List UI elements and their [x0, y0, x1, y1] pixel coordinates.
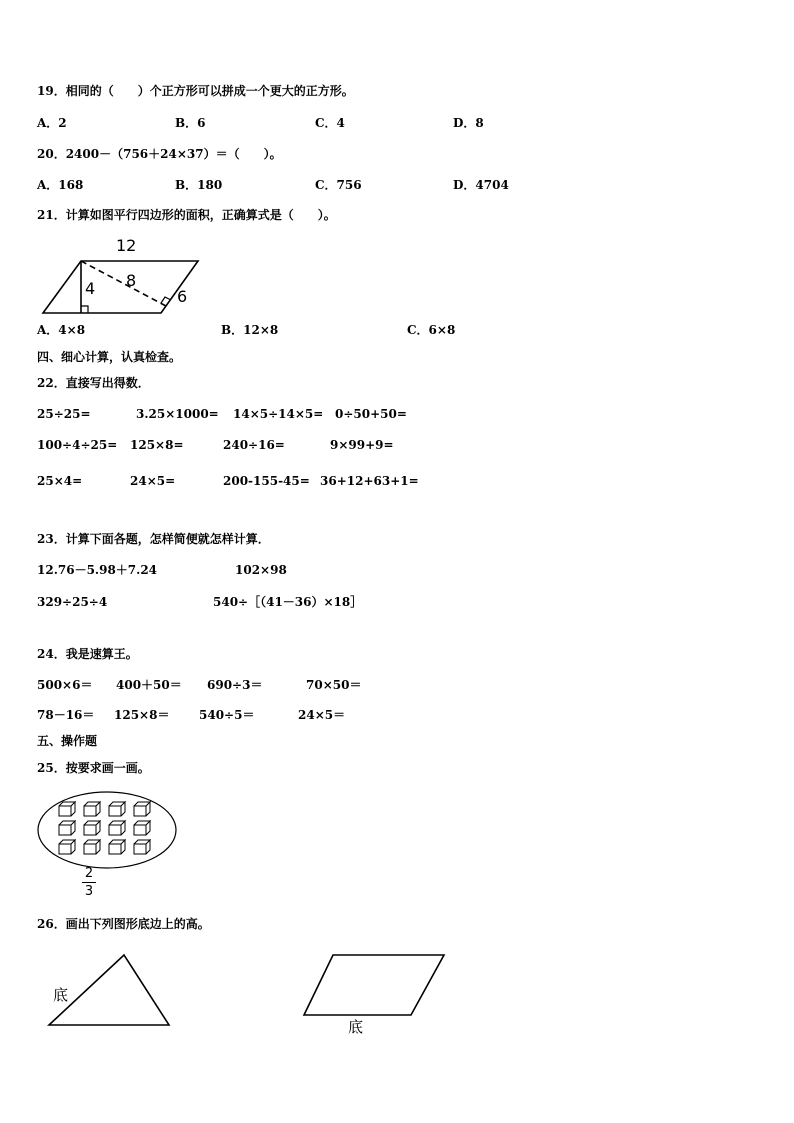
q24-item: 125×8＝ [114, 708, 170, 722]
q24-stem: 24．我是速算王。 [37, 647, 138, 661]
q22-item: 14×5÷14×5= [233, 407, 324, 421]
q22-item: 36+12+63+1= [320, 474, 419, 488]
q22-item: 25×4= [37, 474, 83, 488]
right-angle-mark [81, 306, 88, 313]
triangle-base-label: 底 [53, 986, 69, 1004]
cube-icon [134, 840, 150, 854]
q19-option-d: D．8 [453, 116, 484, 130]
cube-icon [84, 802, 100, 816]
q24-item: 540÷5＝ [199, 708, 255, 722]
parallelogram-base-label: 底 [348, 1018, 364, 1036]
q20-option-a: A．168 [37, 178, 84, 192]
cube-icon [134, 802, 150, 816]
cube-icon [134, 821, 150, 835]
fraction-bar [82, 882, 96, 883]
label-diagonal: 8 [126, 271, 137, 290]
q23-item: 12.76－5.98＋7.24 [37, 563, 158, 577]
q19-option-b: B．6 [175, 116, 206, 130]
q21-option-a: A．4×8 [37, 323, 86, 337]
cube-icon [109, 840, 125, 854]
cube-icon [109, 802, 125, 816]
q20-option-c: C．756 [315, 178, 362, 192]
q19-option-c: C．4 [315, 116, 345, 130]
parallelogram-area-figure [40, 234, 210, 314]
parallelogram-shape [43, 261, 198, 313]
label-height: 4 [85, 279, 96, 298]
cube-icon [109, 821, 125, 835]
q22-item: 3.25×1000= [136, 407, 219, 421]
q23-item: 102×98 [235, 563, 287, 577]
q24-item: 78－16＝ [37, 708, 95, 722]
q22-item: 240÷16= [223, 438, 285, 452]
q25-stem: 25．按要求画一画。 [37, 761, 150, 775]
q21-option-c: C．6×8 [407, 323, 456, 337]
q19-stem: 19．相同的（ ）个正方形可以拼成一个更大的正方形。 [37, 84, 354, 98]
q24-item: 24×5＝ [298, 708, 346, 722]
section5-title: 五、操作题 [37, 734, 98, 748]
q22-item: 9×99+9= [330, 438, 394, 452]
q20-option-b: B．180 [175, 178, 223, 192]
q22-item: 0÷50+50= [335, 407, 407, 421]
label-top: 12 [116, 236, 137, 255]
q21-stem: 21．计算如图平行四边形的面积，正确算式是（ ）。 [37, 208, 336, 222]
fraction-two-thirds [82, 866, 96, 899]
cube-icon [59, 802, 75, 816]
cubes-ellipse-figure [37, 790, 179, 870]
parallelogram-shape [304, 955, 444, 1015]
fraction-denominator: 3 [84, 884, 94, 899]
q22-item: 125×8= [130, 438, 184, 452]
q22-stem: 22．直接写出得数． [37, 376, 150, 390]
fraction-numerator: 2 [84, 866, 94, 881]
cube-icon [84, 821, 100, 835]
q23-item: 540÷［（41－36）×18］ [213, 595, 363, 609]
q24-item: 70×50＝ [306, 678, 362, 692]
cube-icon [84, 840, 100, 854]
q22-item: 100÷4÷25= [37, 438, 118, 452]
q26-stem: 26．画出下列图形底边上的高。 [37, 917, 210, 931]
cube-icon [59, 840, 75, 854]
q22-item: 200-155-45= [223, 474, 310, 488]
q22-item: 24×5= [130, 474, 176, 488]
q19-option-a: A．2 [37, 116, 67, 130]
parallelogram-figure [301, 952, 446, 1018]
q24-item: 500×6＝ [37, 678, 93, 692]
q21-option-b: B．12×8 [221, 323, 279, 337]
cube-icon [59, 821, 75, 835]
q24-item: 400＋50＝ [116, 678, 182, 692]
q23-item: 329÷25÷4 [37, 595, 108, 609]
q23-stem: 23．计算下面各题，怎样简便就怎样计算． [37, 532, 270, 546]
q20-stem: 20．2400－（756＋24×37）＝（ ）。 [37, 147, 282, 161]
label-side: 6 [177, 287, 188, 306]
q22-item: 25÷25= [37, 407, 91, 421]
q20-option-d: D．4704 [453, 178, 509, 192]
q24-item: 690÷3＝ [207, 678, 263, 692]
section4-title: 四、细心计算，认真检查。 [37, 350, 182, 364]
